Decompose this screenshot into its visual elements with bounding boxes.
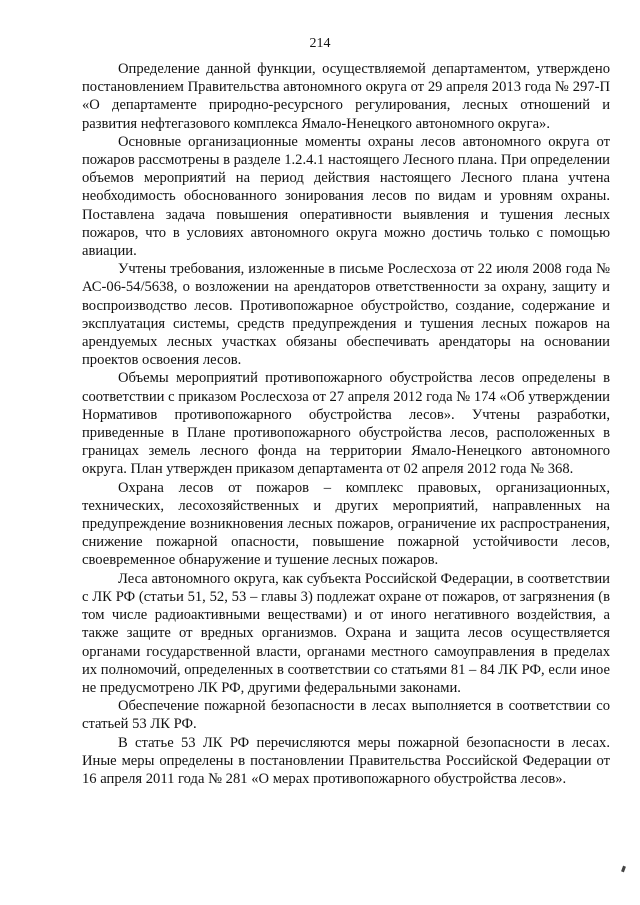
paragraph-1: Определение данной функции, осуществляемой департаментом, утверждено постановлением Правительства автономного округа от 29 апреля 2013 года № 297-П «О департаменте природно-ресурсного регулирования, лесных отношений и развития нефтегазового комплекса Ямало-Ненецкого автономного округа». [82,61,610,132]
paragraph-6: Леса автономного округа, как субъекта Российской Федерации, в соответствии с ЛК РФ (статьи 51, 52, 53 – главы 3) подлежат охране от пожаров, от загрязнения (в том числе радиоактивными веществами) и от иного негативного воздействия, а также защите от вредных организмов. Охрана и защита лесов осуществляется органами государственной власти, органами местного самоуправления в пределах их полномочий, определенных в соответствии со статьями 81 – 84 ЛК РФ, если иное не предусмотрено ЛК РФ, другими федеральными законами. [82,570,610,696]
paragraph-4: Объемы мероприятий противопожарного обустройства лесов определены в соответствии с приказом Рослесхоза от 27 апреля 2012 года № 174 «Об утверждении Нормативов противопожарного обустройства лесов». Учтены разработки, приведенные в Плане противопожарного обустройства лесов, расположенных в границах земель лесного фонда на территории Ямало-Ненецкого автономного округа. План утвержден приказом департамента от 02 апреля 2012 года № 368. [82,370,610,478]
body-text [82,60,610,788]
scan-mark [621,866,626,873]
page-number: 214 [309,36,331,51]
paragraph-3: Учтены требования, изложенные в письме Рослесхоза от 22 июля 2008 года № АС-06-54/5638, о возложении на арендаторов ответственности за охрану, защиту и воспроизводство лесов. Противопожарное обустройство, создание, содержание и эксплуатация системы, средств предупреждения и тушения лесных пожаров на арендуемых лесных участках обязаны обеспечивать арендаторы на основании проектов освоения лесов. [82,261,610,369]
paragraph-5: Охрана лесов от пожаров – комплекс правовых, организационных, технических, лесохозяйственных и других мероприятий, направленных на предупреждение возникновения лесных пожаров, ограничение их распространения, снижение пожарной опасности, повышение пожарной устойчивости лесов, своевременное обнаружение и тушение лесных пожаров. [82,479,610,569]
paragraph-7: Обеспечение пожарной безопасности в лесах выполняется в соответствии со статьей 53 ЛК РФ. [82,698,610,733]
paragraph-8: В статье 53 ЛК РФ перечисляются меры пожарной безопасности в лесах. Иные меры определены в постановлении Правительства Российской Федерации от 16 апреля 2011 года № 281 «О мерах противопожарного обустройства лесов». [82,734,610,787]
paragraph-2: Основные организационные моменты охраны лесов автономного округа от пожаров рассмотрены в разделе 1.2.4.1 настоящего Лесного плана. При определении объемов мероприятий на период действия настоящего Лесного плана учтена необходимость обоснованного зонирования лесов по видам и уровням охраны. Поставлена задача повышения оперативности выявления и тушения лесных пожаров, что в условиях автономного округа можно достичь только с помощью авиации. [82,133,610,260]
